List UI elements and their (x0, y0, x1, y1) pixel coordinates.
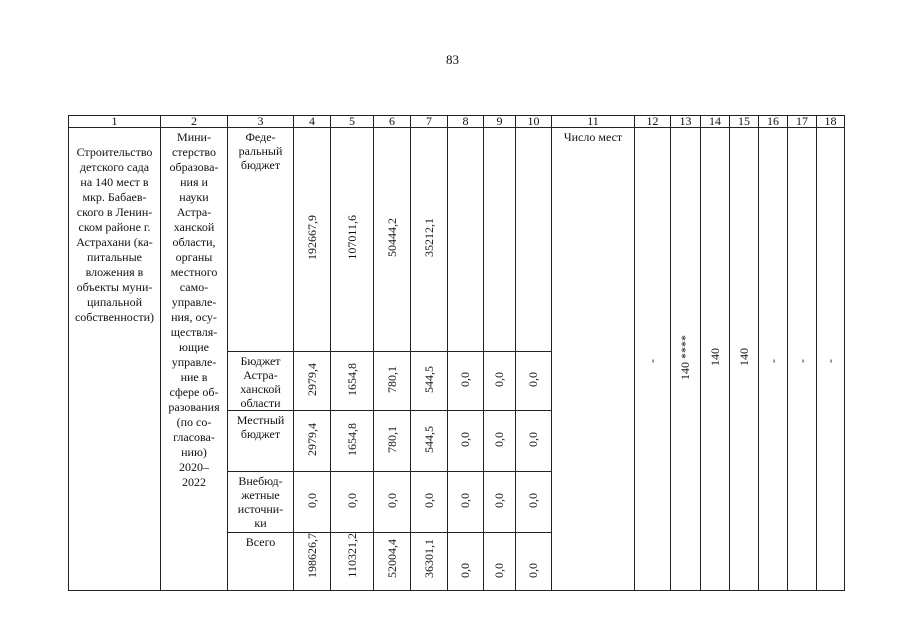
value-cell (294, 533, 331, 591)
indicator-value-cell (730, 128, 759, 591)
value-cell (448, 472, 484, 533)
value: 0,0 (344, 492, 359, 508)
value: 0,0 (458, 492, 472, 508)
value: 0,0 (492, 563, 506, 578)
value-cell (411, 472, 448, 533)
executor-text: Мини- стерство образова- ния и науки Астра- ханской области, органы местного само- управле- ния, осу- ществля- ющие управле- ние в сфере об- разования (по со- гласова- нию) 2020– 2022 (168, 130, 220, 489)
col-header: 8 (448, 116, 484, 128)
value: 110321,2 (344, 533, 359, 578)
value-cell (331, 128, 374, 352)
value: 107011,6 (344, 215, 359, 260)
col-header: 17 (788, 116, 817, 128)
source-cell (228, 472, 294, 533)
value: 0,0 (526, 492, 540, 508)
col-header: 14 (701, 116, 730, 128)
value: 0,0 (304, 492, 319, 508)
col-header: 15 (730, 116, 759, 128)
object-name: Строительство детского сада на 140 мест в мкр. Бабаев- ского в Ленин- ском районе г. Астрахани (ка- питальные вложения в объекты муни- ципальной собственности) (74, 145, 155, 324)
value: 0,0 (492, 492, 506, 508)
value-cell (516, 352, 552, 411)
col-header: 11 (552, 116, 635, 128)
indicator-value: 140 **** (678, 334, 692, 380)
col-header: 12 (635, 116, 671, 128)
value: 780,1 (384, 365, 399, 393)
value: 52004,4 (384, 539, 399, 578)
value-cell (411, 128, 448, 352)
value: 0,0 (458, 431, 472, 447)
value-cell (484, 411, 516, 472)
col-header: 1 (69, 116, 161, 128)
col-header: 16 (759, 116, 788, 128)
value: 1654,8 (344, 362, 359, 396)
value-cell (411, 411, 448, 472)
indicator-label: Число мест (563, 130, 623, 144)
value: 0,0 (458, 563, 472, 578)
source-cell (228, 533, 294, 591)
indicator-value-cell (759, 128, 788, 591)
value-cell (294, 352, 331, 411)
indicator-value-cell (635, 128, 671, 591)
value: 192667,9 (304, 215, 319, 260)
source-label: Местный бюджет (236, 413, 285, 441)
indicator-value: 140 (736, 348, 751, 366)
indicator-value: - (794, 358, 809, 363)
value-cell (374, 472, 411, 533)
value: 198626,7 (304, 533, 319, 578)
value: 0,0 (526, 371, 540, 387)
value: 0,0 (492, 371, 506, 387)
value: 0,0 (526, 431, 540, 447)
col-header: 10 (516, 116, 552, 128)
value: 50444,2 (384, 218, 399, 257)
value-cell (294, 128, 331, 352)
value: 0,0 (526, 563, 540, 578)
source-cell (228, 411, 294, 472)
indicator-cell (552, 128, 635, 591)
executor-cell (161, 128, 228, 591)
value-cell (331, 352, 374, 411)
value-cell (448, 411, 484, 472)
table-row (69, 128, 845, 352)
value: 36301,1 (421, 539, 436, 578)
source-label: Феде- ральный бюджет (238, 130, 283, 172)
value-cell (411, 533, 448, 591)
indicator-value: - (765, 358, 780, 363)
col-header: 7 (411, 116, 448, 128)
value-cell (484, 352, 516, 411)
value: 1654,8 (344, 422, 359, 456)
value: 0,0 (421, 492, 436, 508)
source-cell (228, 128, 294, 352)
value-cell (484, 472, 516, 533)
indicator-value: - (823, 358, 837, 363)
value: 0,0 (458, 371, 472, 387)
value-cell (331, 533, 374, 591)
value-cell (374, 411, 411, 472)
value: 0,0 (492, 431, 506, 447)
source-cell (228, 352, 294, 411)
value-cell (484, 128, 516, 352)
value: 0,0 (384, 492, 399, 508)
col-header: 5 (331, 116, 374, 128)
col-header: 2 (161, 116, 228, 128)
indicator-value-cell (701, 128, 730, 591)
value: 2979,4 (304, 422, 319, 456)
value-cell (448, 128, 484, 352)
value-cell (374, 352, 411, 411)
value-cell (411, 352, 448, 411)
value-cell (374, 128, 411, 352)
source-label: Всего (245, 535, 276, 549)
header-row (69, 116, 845, 128)
indicator-value: - (645, 358, 659, 363)
value-cell (516, 533, 552, 591)
col-header: 13 (671, 116, 701, 128)
col-header: 9 (484, 116, 516, 128)
value-cell (448, 352, 484, 411)
program-table (68, 115, 845, 591)
indicator-value-cell (817, 128, 845, 591)
page-number: 83 (446, 52, 459, 67)
col-header: 4 (294, 116, 331, 128)
indicator-value: 140 (707, 348, 722, 366)
value: 35212,1 (421, 218, 436, 257)
value-cell (294, 472, 331, 533)
col-header: 3 (228, 116, 294, 128)
value-cell (516, 411, 552, 472)
col-header: 6 (374, 116, 411, 128)
indicator-value-cell (671, 128, 701, 591)
value-cell (331, 411, 374, 472)
indicator-value-cell (788, 128, 817, 591)
col-header: 18 (817, 116, 845, 128)
value: 544,5 (421, 425, 436, 453)
value-cell (294, 411, 331, 472)
value: 544,5 (421, 365, 436, 393)
value-cell (516, 128, 552, 352)
value-cell (448, 533, 484, 591)
value: 780,1 (384, 425, 399, 453)
object-name-cell (69, 128, 161, 591)
value-cell (516, 472, 552, 533)
value: 2979,4 (304, 362, 319, 396)
source-label: Бюджет Астра- ханской области (240, 354, 281, 410)
value-cell (331, 472, 374, 533)
source-label: Внебюд- жетные источни- ки (237, 474, 284, 530)
value-cell (484, 533, 516, 591)
value-cell (374, 533, 411, 591)
